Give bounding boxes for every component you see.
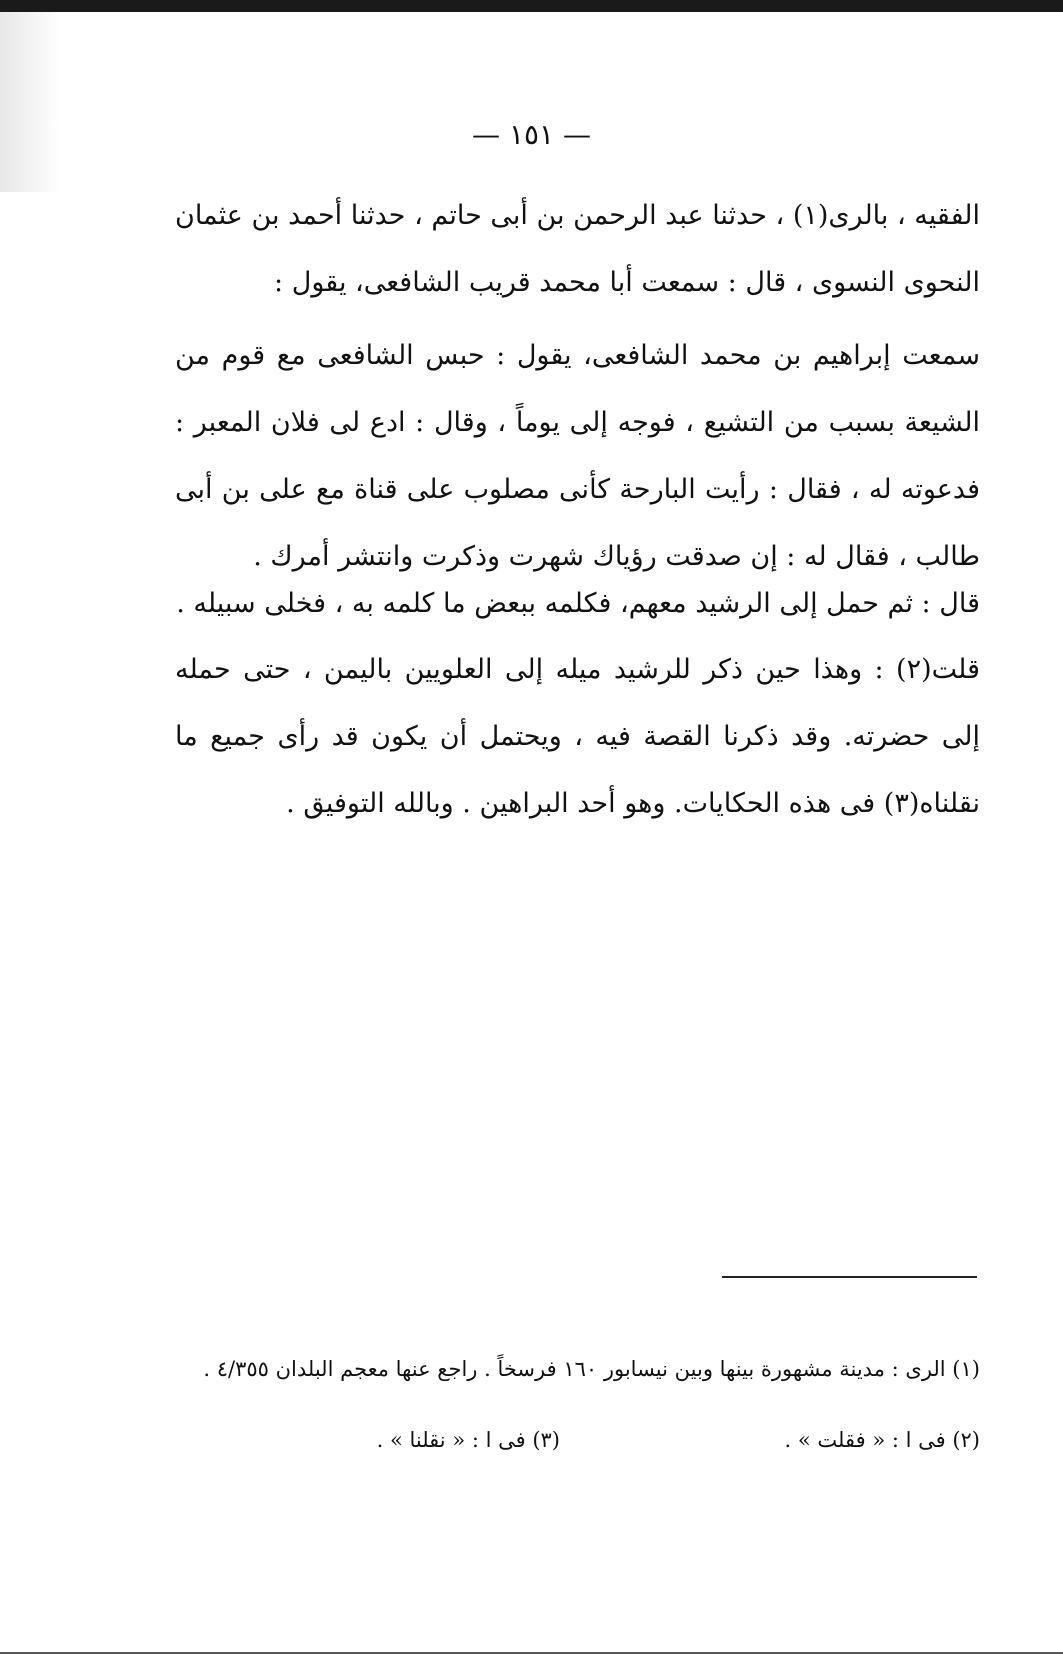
paragraph-1: الفقيه ، بالرى(١) ، حدثنا عبد الرحمن بن أبى حاتم ، حدثنا أحمد بن عثمان النحوى النسوى ، قال : سمعت أبا محمد قريب الشافعى، يقول : bbox=[175, 200, 980, 298]
scan-top-edge bbox=[0, 0, 1063, 12]
page-number: — ١٥١ — bbox=[472, 118, 591, 151]
footnote-separator bbox=[722, 1276, 977, 1278]
paragraph-3: قال : ثم حمل إلى الرشيد معهم، فكلمه ببعض ما كلمه به ، فخلى سبيله . bbox=[176, 588, 980, 619]
paragraph-2: سمعت إبراهيم بن محمد الشافعى، يقول : حبس الشافعى مع قوم من الشيعة بسبب من التشيع ، فوجه إلى يوماً ، وقال : ادع لى فلان المعبر : فدعوته له ، فقال : رأيت البارحة كأنى مصلوب على قناة مع على بن أبى طالب ، فقال له : إن صدقت رؤياك شهرت وذكرت وانتشر أمرك . bbox=[175, 340, 980, 572]
footnote-3: (٣) فى ا : « نقلنا » . bbox=[376, 1428, 560, 1452]
paragraph-4: قلت(٢) : وهذا حين ذكر للرشيد ميله إلى العلويين باليمن ، حتى حمله إلى حضرته. وقد ذكرنا القصة فيه ، ويحتمل أن يكون قد رأى جميع ما نقلناه(٣) فى هذه الحكايات. وهو أحد البراهين . وبالله التوفيق . bbox=[175, 654, 980, 819]
scan-bottom-edge bbox=[0, 1652, 1063, 1654]
footnote-2: (٢) فى ا : « فقلت » . bbox=[784, 1428, 980, 1452]
scan-shadow bbox=[0, 12, 60, 192]
footnote-1: (١) الرى : مدينة مشهورة بينها وبين نيسابور ١٦٠ فرسخاً . راجع عنها معجم البلدان ٤/٣٥٥ . bbox=[203, 1357, 980, 1381]
footnote-row bbox=[175, 1428, 980, 1466]
